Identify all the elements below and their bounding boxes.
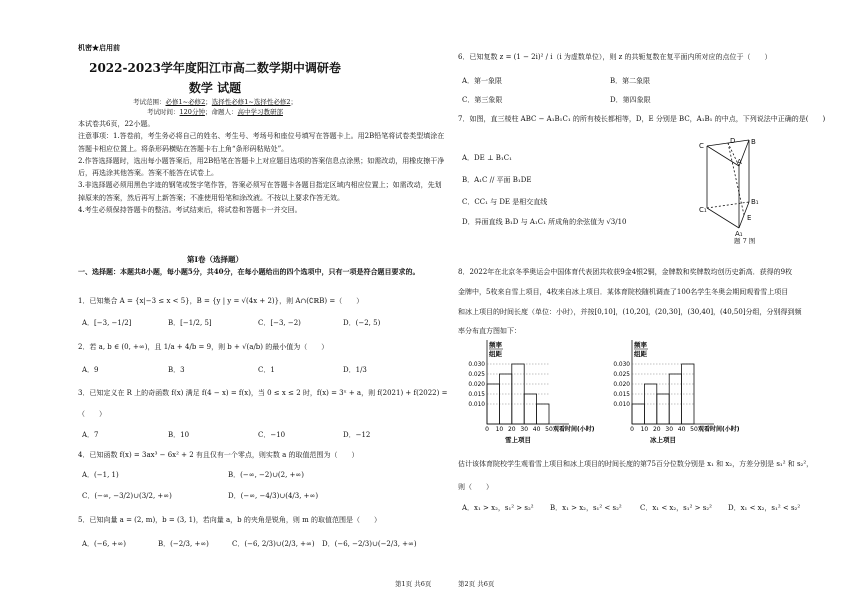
histogram-bar bbox=[669, 374, 681, 424]
q6-option-c: C．第三象限 bbox=[462, 96, 503, 104]
q8-option-d: D．x₁ < x₂，s₁² < s₂² bbox=[728, 504, 801, 512]
scope-end: ； bbox=[290, 98, 297, 106]
question-3-paren: （ ） bbox=[78, 410, 106, 418]
time-value: 120分钟 bbox=[179, 108, 205, 116]
page-footer-right: 第2页 共6页 bbox=[458, 580, 495, 588]
x-tick-label: 50 bbox=[690, 426, 698, 433]
x-tick-label: 0 bbox=[485, 426, 489, 433]
q3-option-a: A．7 bbox=[82, 431, 99, 439]
x-tick-label: 50 bbox=[545, 426, 553, 433]
y-label-top: 频率 bbox=[634, 341, 647, 349]
x-tick-label: 30 bbox=[520, 426, 529, 433]
ice-histogram bbox=[600, 338, 750, 448]
q1-option-c: C．[−3, −2) bbox=[258, 319, 301, 327]
question-8-line-4: 率分布直方图如下： bbox=[458, 327, 521, 335]
exam-time bbox=[0, 108, 430, 117]
question-8-line-3: 和冰上项目的时间长度（单位：小时），并按[0,10]，(10,20]，(20,30]，(30,40]，(40,50]分组，分别得到频 bbox=[458, 308, 802, 316]
q4-option-c: C．(−∞, −3/2)∪(3/2, +∞) bbox=[82, 492, 172, 500]
confidential-label: 机密★启用前 bbox=[78, 43, 120, 52]
scope-1: 必修1~必修2 bbox=[165, 98, 206, 106]
q5-option-b: B．(−2/3, +∞) bbox=[158, 540, 209, 548]
q2-option-a: A．9 bbox=[82, 366, 99, 374]
q7-option-c: C．CC₁ 与 DE 是相交直线 bbox=[462, 198, 548, 206]
label-a1: A₁ bbox=[735, 230, 743, 238]
x-tick-label: 40 bbox=[532, 426, 541, 433]
question-8-line-1: 8．2022年在北京冬季奥运会中国体育代表团共收获9金4银2铜，金牌数和奖牌数均创历史新高．获得的9枚 bbox=[458, 268, 793, 276]
page-footer-left: 第1页 共6页 bbox=[395, 580, 432, 588]
label-d: D bbox=[730, 138, 736, 145]
label-c: C bbox=[699, 142, 704, 150]
q4-option-b: B．(−∞, −2)∪(2, +∞) bbox=[228, 471, 304, 479]
q2-option-d: D．1/3 bbox=[343, 366, 367, 374]
exam-scope bbox=[0, 98, 430, 107]
histogram-bar bbox=[524, 394, 536, 424]
q5-option-d: D．(−6, −2/3)∪(−2/3, +∞) bbox=[322, 540, 417, 548]
prism-edge-bottom-hidden bbox=[707, 202, 749, 208]
q7-option-a: A．DE ⊥ B₁C₁ bbox=[462, 154, 512, 162]
q3-option-b: B．10 bbox=[168, 431, 190, 439]
note-1: 注意事项：1.答卷前，考生务必将自己的姓名、考生号、考场号和座位号填写在答题卡上。用2B铅笔将试卷类型填涂在答题卡相应位置上。将条形码横贴在答题卡右上角“条形码粘贴处”。 bbox=[78, 132, 445, 153]
y-tick-label: 0.015 bbox=[468, 392, 485, 398]
chart-title: 雪上项目 bbox=[505, 436, 531, 444]
histogram-bar bbox=[632, 404, 644, 424]
histogram-bar bbox=[537, 404, 549, 424]
note-2: 2.作答选择题时，选出每小题答案后，用2B铅笔在答题卡上对应题目选项的答案信息点涂黑；如需改动，用橡皮擦干净后，再选涂其他答案。答案不能答在试卷上。 bbox=[78, 156, 445, 177]
note-3: 3.非选择题必须用黑色字迹的钢笔或签字笔作答，答案必须写在答题卡各题目指定区域内相应位置上；如需改动，先划掉原来的答案，然后再写上新答案；不准使用铅笔和涂改液。不按以上要求作答无效。 bbox=[78, 181, 442, 202]
y-tick-label: 0.010 bbox=[468, 402, 485, 408]
y-tick-label: 0.015 bbox=[613, 392, 630, 398]
y-tick-label: 0.025 bbox=[613, 372, 630, 378]
question-5: 5．已知向量 a = (2, m)，b = (3, 1)，若向量 a，b 的夹角是锐角，则 m 的取值范围是（ ） bbox=[78, 516, 381, 524]
question-8-line-2: 金牌中，5枚来自雪上项目，4枚来自冰上项目．某体育院校随机调查了100名学生冬奥会期间观看雪上项目 bbox=[458, 288, 789, 296]
q2-option-c: C．1 bbox=[258, 366, 275, 374]
scope-sep: ； bbox=[205, 98, 212, 106]
q6-option-b: B．第二象限 bbox=[610, 77, 651, 85]
q6-option-a: A．第一象限 bbox=[462, 77, 503, 85]
question-2: 2．若 a, b ∈ (0, +∞)，且 1/a + 4/b = 9，则 b + √(a/b) 的最小值为（ ） bbox=[78, 343, 329, 351]
q7-option-b: B．A₁C // 平面 B₁DE bbox=[462, 176, 532, 184]
setter-value: 高中学习教研部 bbox=[237, 108, 283, 116]
q3-option-c: C．−10 bbox=[258, 431, 286, 439]
question-7: 7．如图，直三棱柱 ABC − A₁B₁C₁ 的所有棱长都相等，D，E 分别是 BC，A₁B₁ 的中点，下列说法中正确的是( ) bbox=[458, 115, 826, 123]
exam-title: 2022-2023学年度阳江市高二数学期中调研卷 bbox=[89, 61, 341, 75]
section-title: 第Ⅰ卷（选择题） bbox=[186, 255, 243, 264]
x-tick-label: 10 bbox=[640, 426, 649, 433]
y-tick-label: 0.030 bbox=[468, 362, 485, 368]
q4-option-a: A．(−1, 1) bbox=[82, 471, 119, 479]
notes-block bbox=[78, 118, 448, 216]
y-tick-label: 0.030 bbox=[613, 362, 630, 368]
q1-option-d: D．(−2, 5) bbox=[343, 319, 381, 327]
q7-figure-caption: 题 7 图 bbox=[734, 237, 756, 245]
prism-edge-top-3 bbox=[707, 146, 739, 166]
note-4: 4.考生必须保持答题卡的整洁。考试结束后，将试卷和答题卡一并交回。 bbox=[78, 205, 302, 214]
x-tick-label: 20 bbox=[507, 426, 516, 433]
q1-option-b: B．[−1/2, 5] bbox=[168, 319, 212, 327]
y-tick-label: 0.020 bbox=[468, 382, 485, 388]
q8-option-c: C．x₁ < x₂，s₁² > s₂² bbox=[640, 504, 712, 512]
section-instructions: 一、选择题：本题共8小题，每小题5分，共40分，在每小题给出的四个选项中，只有一项是符合题目要求的。 bbox=[78, 267, 420, 276]
x-axis-label: 观看时间(小时) bbox=[698, 426, 740, 433]
question-8-after-1: 估计该体育院校学生观看雪上项目和冰上项目的时间长度的第75百分位数分别是 x₁ 和 x₂，方差分别是 s₁² 和 s₂²， bbox=[458, 460, 814, 468]
q5-option-c: C．(−6, 2/3)∪(2/3, +∞) bbox=[232, 540, 315, 548]
setter-prefix: ；命题人： bbox=[204, 108, 238, 116]
prism-edge-bottom-1 bbox=[707, 208, 739, 228]
scope-prefix: 考试范围： bbox=[133, 98, 166, 106]
q3-option-d: D．−12 bbox=[343, 431, 371, 439]
q8-option-a: A．x₁ > x₂，s₁² > s₂² bbox=[462, 504, 534, 512]
histogram-bar bbox=[499, 374, 511, 424]
question-4: 4．已知函数 f(x) = 3ax³ − 6x² + 2 有且仅有一个零点，则实数 a 的取值范围为（ ） bbox=[78, 451, 359, 459]
label-c1: C₁ bbox=[699, 206, 707, 214]
exam-subtitle: 数学 试题 bbox=[188, 81, 242, 95]
y-tick-label: 0.020 bbox=[613, 382, 630, 388]
y-tick-label: 0.025 bbox=[468, 372, 485, 378]
label-a: A bbox=[737, 158, 742, 166]
q5-option-a: A．(−6, +∞) bbox=[82, 540, 126, 548]
scope-2: 选择性必修1~选择性必修2 bbox=[211, 98, 291, 106]
chart-title: 冰上项目 bbox=[650, 436, 676, 444]
x-tick-label: 40 bbox=[677, 426, 686, 433]
label-b: B bbox=[751, 138, 756, 146]
x-tick-label: 30 bbox=[665, 426, 674, 433]
prism-figure bbox=[677, 138, 777, 238]
q8-option-b: B．x₁ > x₂，s₁² < s₂² bbox=[550, 504, 622, 512]
question-1: 1．已知集合 A = {x|−3 ≤ x < 5}，B = {y | y = √(4x + 2)}，则 A∩(∁ℝB) =（ ） bbox=[78, 297, 364, 305]
time-prefix: 考试时间： bbox=[147, 108, 180, 116]
note-intro: 本试卷共6页，22小题。 bbox=[78, 120, 155, 128]
x-tick-label: 20 bbox=[652, 426, 661, 433]
x-axis-label: 观看时间(小时) bbox=[553, 426, 595, 433]
snow-histogram bbox=[455, 338, 595, 448]
y-tick-label: 0.010 bbox=[613, 402, 630, 408]
y-label-bottom: 组距 bbox=[634, 350, 647, 358]
question-8-after-2: 则（ ） bbox=[458, 483, 493, 491]
q6-option-d: D．第四象限 bbox=[610, 96, 651, 104]
q4-option-d: D．(−∞, −4/3)∪(4/3, +∞) bbox=[228, 492, 319, 500]
label-e: E bbox=[747, 214, 752, 222]
right-page bbox=[430, 0, 860, 608]
y-label-top: 频率 bbox=[489, 341, 502, 349]
q7-option-d: D．异面直线 B₁D 与 A₁C₁ 所成角的余弦值为 √3/10 bbox=[462, 218, 627, 226]
label-b1: B₁ bbox=[751, 198, 759, 206]
q2-option-b: B．3 bbox=[168, 366, 185, 374]
question-3: 3．已知定义在 R 上的奇函数 f(x) 满足 f(4 − x) = f(x)，当 0 ≤ x ≤ 2 时，f(x) = 3ˣ + a，则 f(2021) + f(2022) = bbox=[78, 389, 448, 397]
y-label-bottom: 组距 bbox=[489, 350, 502, 358]
x-tick-label: 10 bbox=[495, 426, 504, 433]
q1-option-a: A．[−3, −1/2] bbox=[82, 319, 132, 327]
x-tick-label: 0 bbox=[630, 426, 634, 433]
question-6: 6．已知复数 z = (1 − 2i)² / i（i 为虚数单位），则 z 的共轭复数在复平面内所对应的点位于（ ） bbox=[458, 53, 772, 61]
histogram-bar bbox=[657, 394, 669, 424]
